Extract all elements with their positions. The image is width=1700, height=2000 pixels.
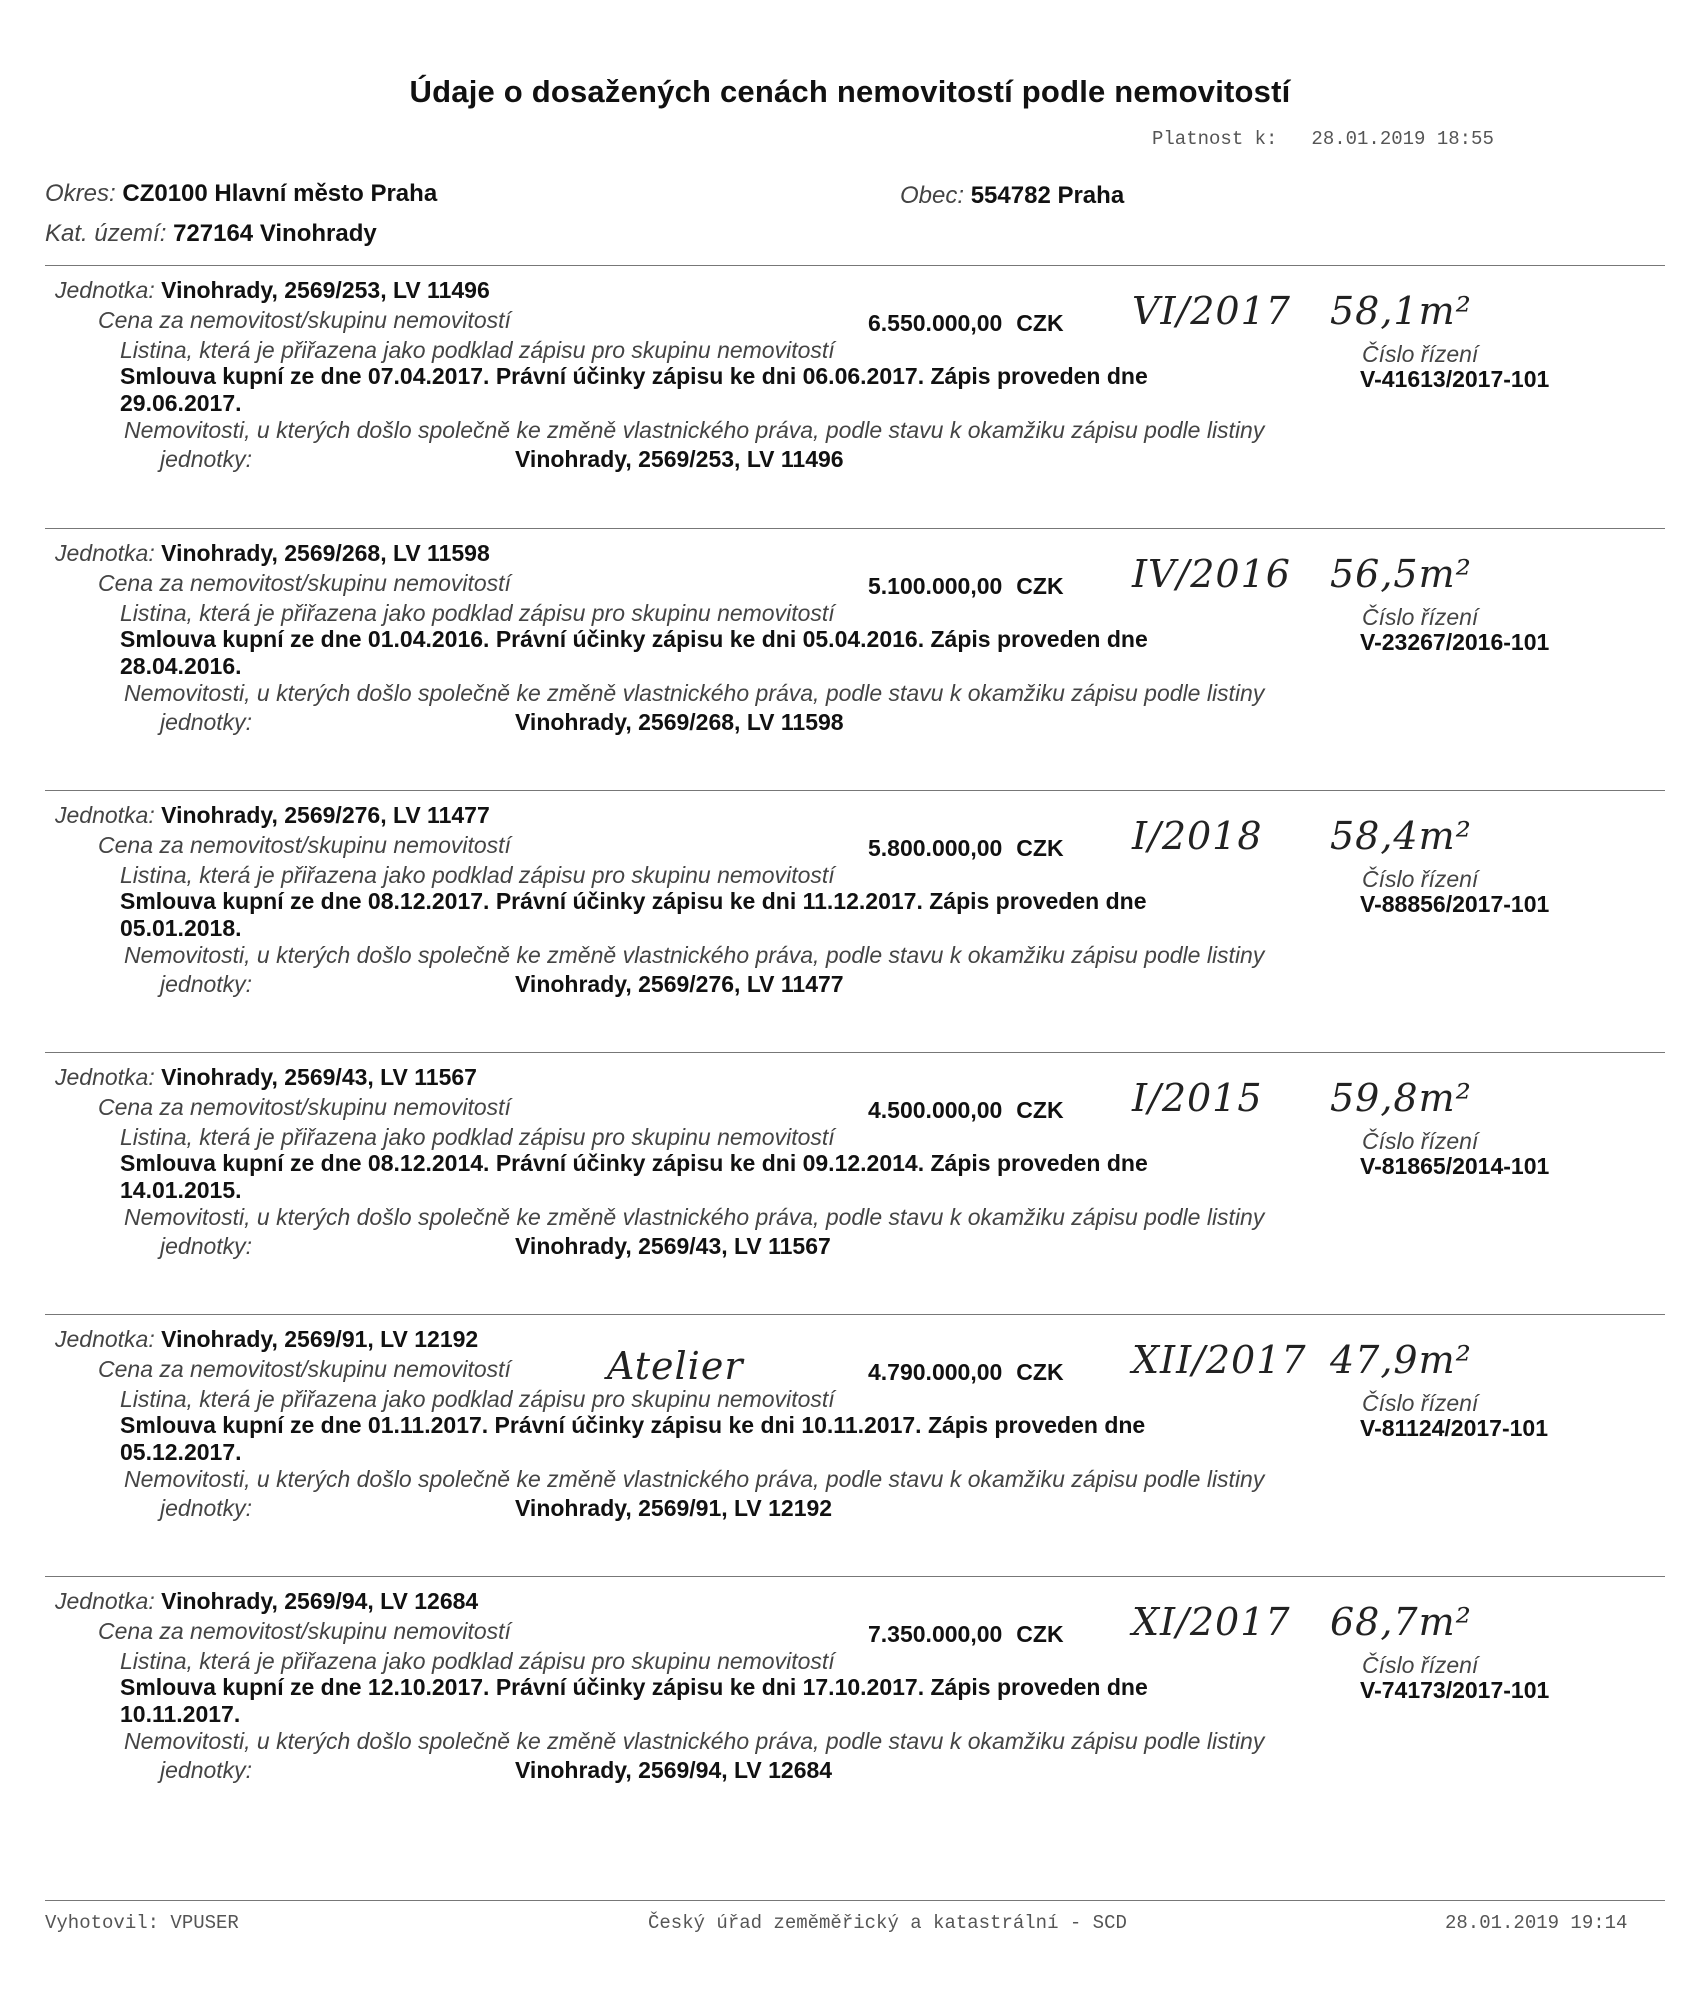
okres-row: [45, 180, 437, 208]
contract-line-2: 29.06.2017.: [120, 390, 242, 416]
jednotka-value: Vinohrady, 2569/91, LV 12192: [161, 1326, 479, 1352]
currency: CZK: [1016, 835, 1064, 861]
nemovitosti-label: Nemovitosti, u kterých došlo společně ke změně vlastnického práva, podle stavu k okamžiku zápisu podle listiny: [124, 1466, 1265, 1492]
jednotka-row: [55, 277, 490, 304]
cislo-rizeni-label: Číslo řízení: [1362, 341, 1479, 367]
currency: CZK: [1016, 1621, 1064, 1647]
jednotka-label: Jednotka:: [55, 1064, 155, 1090]
rizeni-number: V-81865/2014-101: [1360, 1153, 1550, 1179]
jednotky-label: jednotky:: [160, 1233, 253, 1259]
listina-label: Listina, která je přiřazena jako podklad zápisu pro skupinu nemovitostí: [120, 600, 835, 626]
rizeni-number: V-81124/2017-101: [1360, 1415, 1549, 1441]
listina-label: Listina, která je přiřazena jako podklad zápisu pro skupinu nemovitostí: [120, 862, 835, 888]
unit-entry: [0, 1052, 1700, 1314]
cislo-rizeni-label: Číslo řízení: [1362, 604, 1479, 630]
contract-text: [120, 1150, 1148, 1204]
nemovitosti-label: Nemovitosti, u kterých došlo společně ke změně vlastnického práva, podle stavu k okamžiku zápisu podle listiny: [124, 417, 1265, 443]
contract-text: [120, 626, 1148, 680]
jednotka-value: Vinohrady, 2569/253, LV 11496: [161, 277, 490, 303]
handwritten-area: 59,8m²: [1330, 1076, 1472, 1120]
listina-label: Listina, která je přiřazena jako podklad zápisu pro skupinu nemovitostí: [120, 1648, 835, 1674]
handwritten-area: 58,4m²: [1330, 814, 1472, 858]
contract-line-2: 05.12.2017.: [120, 1439, 242, 1465]
rizeni-number: V-23267/2016-101: [1360, 629, 1550, 655]
cislo-rizeni-label: Číslo řízení: [1362, 1390, 1479, 1416]
contract-text: [120, 1412, 1145, 1466]
currency: CZK: [1016, 310, 1064, 336]
cena-label: Cena za nemovitost/skupinu nemovitostí: [98, 570, 511, 596]
price-row: [868, 1097, 1064, 1124]
jednotky-label: jednotky:: [160, 1757, 253, 1783]
obec-label: Obec:: [900, 182, 965, 209]
jednotka-label: Jednotka:: [55, 802, 155, 828]
unit-entry: [0, 265, 1700, 527]
contract-line-2: 10.11.2017.: [120, 1701, 241, 1727]
kat-uzemi-value: 727164 Vinohrady: [173, 220, 377, 247]
cislo-rizeni-label: Číslo řízení: [1362, 866, 1479, 892]
listina-label: Listina, která je přiřazena jako podklad zápisu pro skupinu nemovitostí: [120, 1124, 835, 1150]
rizeni-number: V-41613/2017-101: [1360, 366, 1550, 392]
kat-uzemi-label: Kat. území:: [45, 220, 167, 247]
jednotka-row: [55, 540, 490, 567]
jednotky-value: Vinohrady, 2569/91, LV 12192: [515, 1495, 833, 1521]
handwritten-date: VI/2017: [1132, 289, 1291, 333]
footer-prepared-by: Vyhotovil: VPUSER: [45, 1912, 239, 1934]
unit-entry: [0, 1576, 1700, 1838]
jednotka-value: Vinohrady, 2569/268, LV 11598: [161, 540, 490, 566]
jednotky-value: Vinohrady, 2569/253, LV 11496: [515, 446, 844, 472]
cena-label: Cena za nemovitost/skupinu nemovitostí: [98, 1094, 511, 1120]
handwritten-note: Atelier: [607, 1344, 744, 1388]
contract-line-1: Smlouva kupní ze dne 08.12.2017. Právní účinky zápisu ke dni 11.12.2017. Zápis proveden dne: [120, 888, 1147, 914]
listina-label: Listina, která je přiřazena jako podklad zápisu pro skupinu nemovitostí: [120, 1386, 835, 1412]
jednotky-label: jednotky:: [160, 971, 253, 997]
price-value: 4.790.000,00: [868, 1359, 1003, 1385]
handwritten-area: 68,7m²: [1330, 1600, 1472, 1644]
price-row: [868, 835, 1064, 862]
contract-text: [120, 888, 1147, 942]
price-row: [868, 573, 1064, 600]
jednotka-row: [55, 802, 490, 829]
cislo-rizeni-label: Číslo řízení: [1362, 1128, 1479, 1154]
nemovitosti-label: Nemovitosti, u kterých došlo společně ke změně vlastnického práva, podle stavu k okamžiku zápisu podle listiny: [124, 942, 1265, 968]
page-title: Údaje o dosažených cenách nemovitostí podle nemovitostí: [409, 74, 1291, 109]
handwritten-date: XI/2017: [1132, 1600, 1291, 1644]
cena-label: Cena za nemovitost/skupinu nemovitostí: [98, 832, 511, 858]
listina-label: Listina, která je přiřazena jako podklad zápisu pro skupinu nemovitostí: [120, 337, 835, 363]
jednotka-row: [55, 1326, 478, 1353]
jednotka-label: Jednotka:: [55, 277, 155, 303]
jednotky-value: Vinohrady, 2569/43, LV 11567: [515, 1233, 831, 1259]
kat-uzemi-row: [45, 220, 377, 248]
handwritten-date: XII/2017: [1132, 1338, 1307, 1382]
contract-line-1: Smlouva kupní ze dne 01.04.2016. Právní účinky zápisu ke dni 05.04.2016. Zápis proveden dne: [120, 626, 1148, 652]
obec-value: 554782 Praha: [970, 182, 1125, 209]
handwritten-area: 56,5m²: [1330, 552, 1472, 596]
jednotka-label: Jednotka:: [55, 540, 155, 566]
cena-label: Cena za nemovitost/skupinu nemovitostí: [98, 1618, 511, 1644]
jednotka-label: Jednotka:: [55, 1326, 155, 1352]
contract-line-1: Smlouva kupní ze dne 12.10.2017. Právní účinky zápisu ke dni 17.10.2017. Zápis proveden dne: [120, 1674, 1148, 1700]
contract-text: [120, 363, 1148, 417]
currency: CZK: [1016, 573, 1064, 599]
price-value: 6.550.000,00: [868, 310, 1003, 336]
jednotka-value: Vinohrady, 2569/43, LV 11567: [161, 1064, 477, 1090]
jednotka-label: Jednotka:: [55, 1588, 155, 1614]
price-value: 5.800.000,00: [868, 835, 1003, 861]
footer-office: Český úřad zeměměřický a katastrální - SCD: [648, 1912, 1127, 1934]
contract-line-1: Smlouva kupní ze dne 01.11.2017. Právní účinky zápisu ke dni 10.11.2017. Zápis proveden dne: [120, 1412, 1146, 1438]
footer-divider: [45, 1900, 1665, 1901]
validity-date: 28.01.2019 18:55: [1311, 128, 1494, 150]
jednotka-value: Vinohrady, 2569/94, LV 12684: [161, 1588, 479, 1614]
jednotky-value: Vinohrady, 2569/268, LV 11598: [515, 709, 844, 735]
price-value: 4.500.000,00: [868, 1097, 1003, 1123]
jednotky-value: Vinohrady, 2569/94, LV 12684: [515, 1757, 833, 1783]
rizeni-number: V-88856/2017-101: [1360, 891, 1550, 917]
currency: CZK: [1016, 1097, 1064, 1123]
contract-line-2: 14.01.2015.: [120, 1177, 242, 1203]
nemovitosti-label: Nemovitosti, u kterých došlo společně ke změně vlastnického práva, podle stavu k okamžiku zápisu podle listiny: [124, 1728, 1265, 1754]
handwritten-date: IV/2016: [1132, 552, 1291, 596]
unit-entry: [0, 528, 1700, 790]
footer-timestamp: 28.01.2019 19:14: [1445, 1912, 1628, 1934]
contract-line-2: 28.04.2016.: [120, 653, 242, 679]
rizeni-number: V-74173/2017-101: [1360, 1677, 1550, 1703]
handwritten-area: 58,1m²: [1330, 289, 1472, 333]
nemovitosti-label: Nemovitosti, u kterých došlo společně ke změně vlastnického práva, podle stavu k okamžiku zápisu podle listiny: [124, 1204, 1265, 1230]
nemovitosti-label: Nemovitosti, u kterých došlo společně ke změně vlastnického práva, podle stavu k okamžiku zápisu podle listiny: [124, 680, 1265, 706]
unit-entry: [0, 790, 1700, 1052]
jednotky-label: jednotky:: [160, 1495, 253, 1521]
price-value: 5.100.000,00: [868, 573, 1003, 599]
price-row: [868, 310, 1064, 337]
contract-line-1: Smlouva kupní ze dne 07.04.2017. Právní účinky zápisu ke dni 06.06.2017. Zápis proveden dne: [120, 363, 1148, 389]
price-row: [868, 1621, 1064, 1648]
handwritten-date: I/2018: [1132, 814, 1263, 858]
jednotky-label: jednotky:: [160, 446, 253, 472]
contract-line-1: Smlouva kupní ze dne 08.12.2014. Právní účinky zápisu ke dni 09.12.2014. Zápis proveden dne: [120, 1150, 1148, 1176]
validity-stamp: [1152, 128, 1494, 150]
okres-label: Okres:: [45, 180, 116, 207]
handwritten-area: 47,9m²: [1330, 1338, 1472, 1382]
jednotka-row: [55, 1588, 478, 1615]
cislo-rizeni-label: Číslo řízení: [1362, 1652, 1479, 1678]
jednotka-row: [55, 1064, 477, 1091]
jednotky-value: Vinohrady, 2569/276, LV 11477: [515, 971, 844, 997]
price-row: [868, 1359, 1064, 1386]
cena-label: Cena za nemovitost/skupinu nemovitostí: [98, 1356, 511, 1382]
currency: CZK: [1016, 1359, 1064, 1385]
jednotky-label: jednotky:: [160, 709, 253, 735]
okres-value: CZ0100 Hlavní město Praha: [122, 180, 438, 207]
handwritten-date: I/2015: [1132, 1076, 1263, 1120]
obec-row: [900, 182, 1124, 210]
contract-line-2: 05.01.2018.: [120, 915, 242, 941]
contract-text: [120, 1674, 1148, 1728]
unit-entry: [0, 1314, 1700, 1576]
validity-label: Platnost k:: [1152, 128, 1278, 150]
jednotka-value: Vinohrady, 2569/276, LV 11477: [161, 802, 490, 828]
price-value: 7.350.000,00: [868, 1621, 1003, 1647]
cena-label: Cena za nemovitost/skupinu nemovitostí: [98, 307, 511, 333]
